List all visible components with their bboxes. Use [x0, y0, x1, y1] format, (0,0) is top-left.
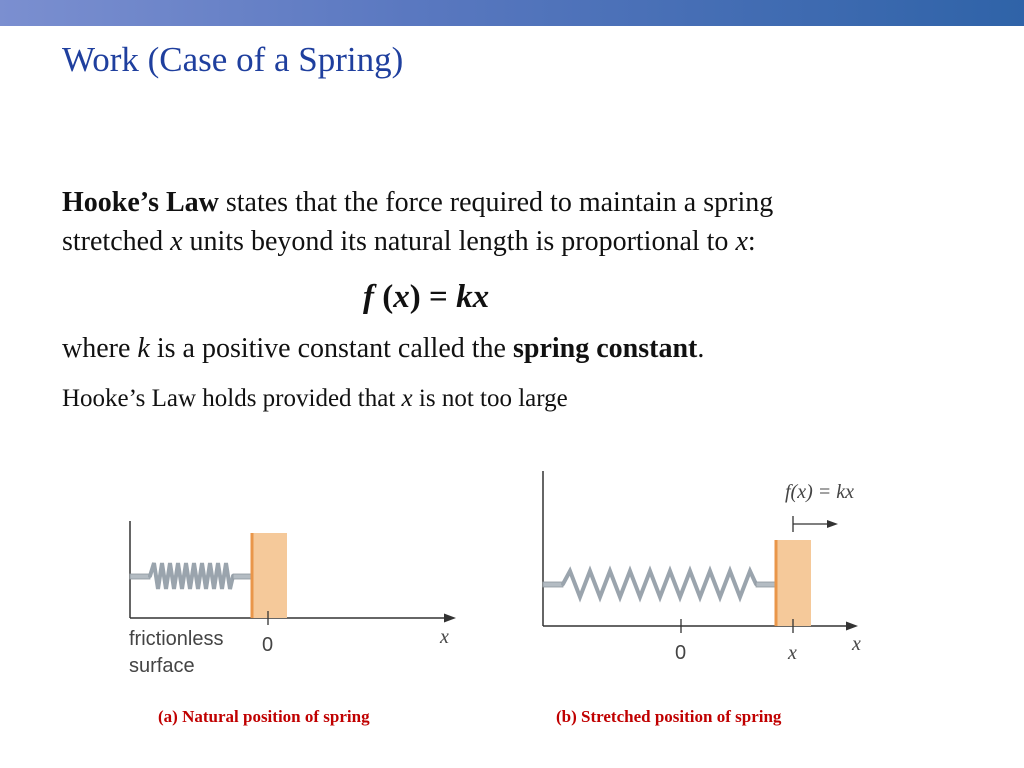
- tick-zero-label: 0: [675, 642, 687, 664]
- axis-x-label: x: [440, 626, 449, 648]
- hooke-line1-text: states that the force required to maintain a spring: [218, 187, 774, 218]
- hooke-line2-a: stretched: [62, 226, 171, 257]
- validity-note: [62, 385, 568, 413]
- formula-rhs: kx: [456, 279, 490, 315]
- var-x: x: [170, 226, 183, 257]
- spring-constant-term: spring constant: [512, 333, 698, 364]
- hooke-line2-colon: :: [747, 226, 756, 257]
- formula-open: (: [374, 279, 394, 315]
- axis-x-label: x: [852, 633, 861, 655]
- where-period: .: [697, 333, 705, 364]
- surface-label-line2: surface: [129, 655, 195, 677]
- spring-coil: [150, 563, 233, 589]
- block: [251, 533, 287, 618]
- x-axis-arrowhead: [846, 622, 858, 631]
- var-k: k: [137, 333, 150, 364]
- block: [775, 540, 811, 626]
- header-bar: [0, 0, 1024, 26]
- slide-title: Work (Case of a Spring): [62, 40, 404, 79]
- spring-end-right: [233, 574, 252, 579]
- hooke-law-term: Hooke’s Law: [62, 187, 219, 218]
- where-a: where: [62, 333, 138, 364]
- spring-end-left: [130, 574, 150, 579]
- spring-end-left: [543, 582, 563, 587]
- x-axis-arrowhead: [444, 614, 456, 623]
- tick-x-label: x: [788, 642, 797, 664]
- spring-end-right: [756, 582, 776, 587]
- holds-b: is not too large: [412, 385, 568, 412]
- spring-coil: [563, 571, 756, 597]
- figure-natural-spring: [120, 515, 470, 690]
- tick-zero-label: 0: [262, 634, 274, 656]
- where-b: is a positive constant called the: [149, 333, 513, 364]
- hooke-line2-b: units beyond its natural length is proportional to: [182, 226, 736, 257]
- force-label: f(x) = kx: [785, 481, 855, 503]
- formula-equals: =: [420, 279, 457, 315]
- hooke-statement-line2: [62, 226, 756, 258]
- formula-close: ): [409, 279, 421, 315]
- formula-x: x: [393, 279, 410, 315]
- holds-a: Hooke’s Law holds provided that: [62, 385, 402, 412]
- force-arrowhead: [827, 520, 838, 528]
- hooke-formula: [363, 279, 489, 316]
- formula-f: f: [363, 279, 374, 315]
- figure-stretched-spring: [530, 465, 900, 670]
- caption-natural-position: (a) Natural position of spring: [158, 707, 370, 726]
- spring-constant-definition: [62, 333, 704, 365]
- var-x: x: [735, 226, 748, 257]
- hooke-statement-line1: [62, 187, 773, 219]
- var-x: x: [401, 385, 413, 412]
- surface-label-line1: frictionless: [129, 628, 224, 650]
- caption-stretched-position: (b) Stretched position of spring: [556, 707, 782, 726]
